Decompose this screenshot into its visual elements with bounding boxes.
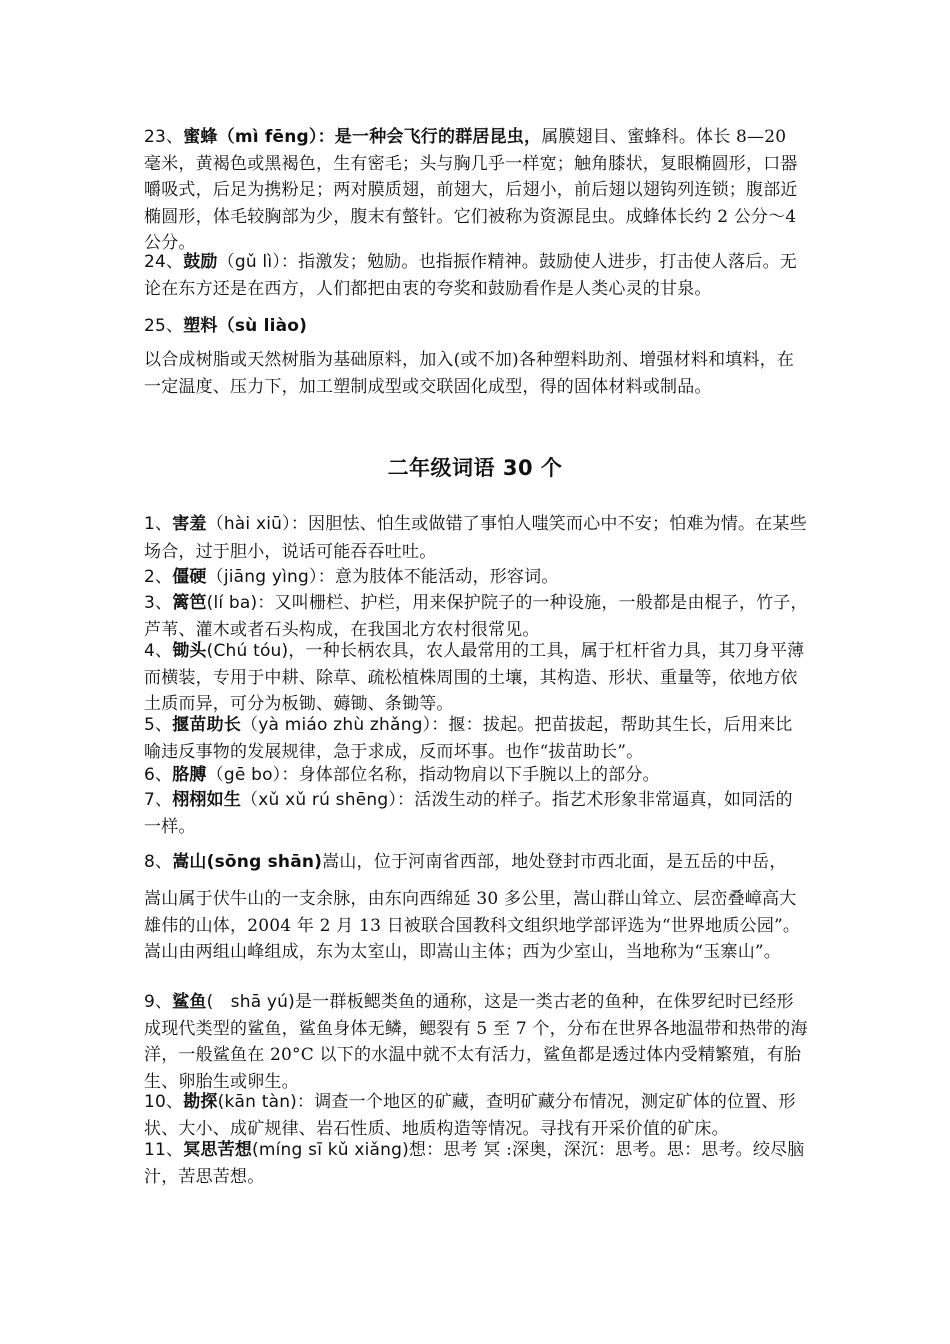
entry-number: 3、: [144, 593, 173, 613]
entry-pinyin: （hài xiū）: [206, 514, 291, 534]
entry-25-body: 以合成树脂或天然树脂为基础原料，加入(或不加)各种塑料助剂、增强材料和填料，在一定温度、压力下，加工塑制成型或交联固化成型，得的固体材料或制品。: [144, 350, 795, 397]
entry-pinyin: （jiāng yìng）: [206, 567, 318, 587]
entry-25-title: [144, 313, 808, 340]
entry-pinyin: (Chú tóu): [206, 641, 289, 661]
entry-term: 鼓励: [183, 252, 218, 272]
entry-body: 属膜翅目、蜜蜂科。体长 8—20 毫米，黄褐色或黑褐色，生有密毛；头与胸几乎一样宽；触角膝状，复眼椭圆形，口器嚼吸式，后足为携粉足；两对膜质翅，前翅大，后翅小，前后翅以翅钩列连锁；腹部近椭圆形，体毛较胸部为少，腹末有螫针。它们被称为资源昆虫。成蜂体长约 2 公分～4 公分。: [144, 127, 798, 253]
entry-8-first-line: [144, 849, 808, 876]
entry-number: 7、: [144, 790, 173, 810]
entry-term: 僵硬: [172, 567, 207, 587]
entry-7: [144, 787, 808, 840]
entry-term: 害羞: [172, 514, 207, 534]
entry-pinyin: (kān tàn): [217, 1092, 298, 1112]
section-heading: 二年级词语 30 个: [387, 456, 563, 480]
entry-number: 11、: [144, 1140, 184, 1160]
entry-body: ：因胆怯、怕生或做错了事怕人嗤笑而心中不安；怕难为情。在某些场合，过于胆小，说话可能吞吞吐吐。: [144, 514, 807, 562]
entry-pinyin: (lí ba): [206, 593, 258, 613]
entry-10: [144, 1089, 808, 1142]
entry-term: 鲨鱼: [172, 992, 207, 1012]
entry-term: 嵩山: [172, 852, 207, 872]
entry-number: 10、: [144, 1092, 184, 1112]
entry-body: 是一群板鳃类鱼的通称，这是一类古老的鱼种，在侏罗纪时已经形成现代类型的鲨鱼，鲨鱼身体无鳞，鳃裂有 5 至 7 个，分布在世界各地温带和热带的海洋，一般鲨鱼在 20°C 以下的水温中就不太有活力，鲨鱼都是透过体内受精繁殖，有胎生、卵胎生或卵生。: [144, 992, 808, 1092]
entry-11: [144, 1137, 808, 1190]
entry-pinyin: （gǔ lì）: [217, 252, 281, 272]
entry-pinyin: ( shā yú): [206, 992, 295, 1012]
entry-pinyin: （sù liào): [217, 316, 308, 336]
entry-body: ：活泼生动的样子。指艺术形象非常逼真，如同活的一样。: [144, 790, 793, 837]
entry-6: [144, 762, 808, 789]
entry-pinyin: （yà miáo zhù zhǎng）: [241, 715, 432, 735]
entry-body: ：揠：拔起。把苗拔起，帮助其生长，后用来比喻违反事物的发展规律，急于求成，反而坏事。也作“拔苗助长”。: [144, 715, 793, 762]
entry-23: [144, 124, 808, 257]
entry-4: [144, 638, 808, 718]
entry-number: 9、: [144, 992, 173, 1012]
entry-body: ：调查一个地区的矿藏，查明矿藏分布情况，测定矿体的位置、形状、大小、成矿规律、岩石性质、地质构造等情况。寻找有开采价值的矿床。: [144, 1092, 796, 1139]
entry-body: ：身体部位名称，指动物肩以下手腕以上的部分。: [281, 765, 660, 785]
entry-pinyin: (sōng shān): [206, 852, 323, 872]
entry-number: 25、: [144, 316, 184, 336]
entry-body: 想：思考 冥 :深奥，深沉：思考。思：思考。绞尽脑汁，苦思苦想。: [144, 1140, 805, 1187]
entry-3: [144, 590, 808, 643]
entry-body-first: 嵩山，位于河南省西部，地处登封市西北面，是五岳的中岳，: [322, 852, 787, 872]
entry-1: [144, 510, 808, 566]
entry-body: ：意为肢体不能活动，形容词。: [317, 567, 559, 587]
entry-term: 蜜蜂: [183, 127, 218, 147]
entry-pinyin: (míng sī kǔ xiǎng): [252, 1140, 409, 1160]
entry-number: 4、: [144, 641, 173, 661]
entry-number: 8、: [144, 852, 173, 872]
entry-term: 胳膊: [172, 765, 207, 785]
entry-term: 揠苗助长: [172, 715, 242, 735]
entry-term: 篱笆: [172, 593, 207, 613]
entry-2: [144, 564, 808, 591]
entry-pinyin: （gē bo）: [206, 765, 282, 785]
entry-24: [144, 249, 808, 302]
entry-5: [144, 712, 808, 765]
entry-number: 1、: [144, 514, 173, 534]
entry-term: 锄头: [172, 641, 207, 661]
entry-pinyin: （mì fēng）: [217, 127, 318, 147]
entry-term: 勘探: [183, 1092, 218, 1112]
entry-9: [144, 989, 808, 1095]
entry-term: 冥思苦想: [183, 1140, 253, 1160]
entry-lead: ：是一种会飞行的群居昆虫，: [317, 127, 542, 147]
entry-number: 24、: [144, 252, 184, 272]
entry-8-body: 嵩山属于伏牛山的一支余脉，由东向西绵延 30 多公里，嵩山群山耸立、层峦叠嶂高大雄伟的山体，2004 年 2 月 13 日被联合国教科文组织地学部评选为“世界地质公园”。嵩山由两组山峰组成，东为太室山，即嵩山主体；西为少室山，当地称为“玉寨山”。: [144, 889, 801, 962]
entry-term: 栩栩如生: [172, 790, 242, 810]
entry-body: ，一种长柄农具，农人最常用的工具，属于杠杆省力具，其刀身平薄而横装，专用于中耕、除草、疏松植株周围的土壤，其构造、形状、重量等，依地方依土质而异，可分为板锄、薅锄、条锄等。: [144, 641, 805, 714]
entry-number: 5、: [144, 715, 173, 735]
entry-term: 塑料: [183, 316, 218, 336]
entry-body: ：指激发；勉励。也指振作精神。鼓励使人进步，打击使人落后。无论在东方还是在西方，人们都把由衷的夸奖和鼓励看作是人类心灵的甘泉。: [144, 252, 797, 299]
entry-number: 23、: [144, 127, 184, 147]
entry-number: 2、: [144, 567, 173, 587]
entry-body: ：又叫栅栏、护栏，用来保护院子的一种设施，一般都是由棍子，竹子，芦苇、灌木或者石头构成，在我国北方农村很常见。: [144, 593, 808, 640]
entry-number: 6、: [144, 765, 173, 785]
entry-pinyin: （xǔ xǔ rú shēng）: [241, 790, 398, 810]
